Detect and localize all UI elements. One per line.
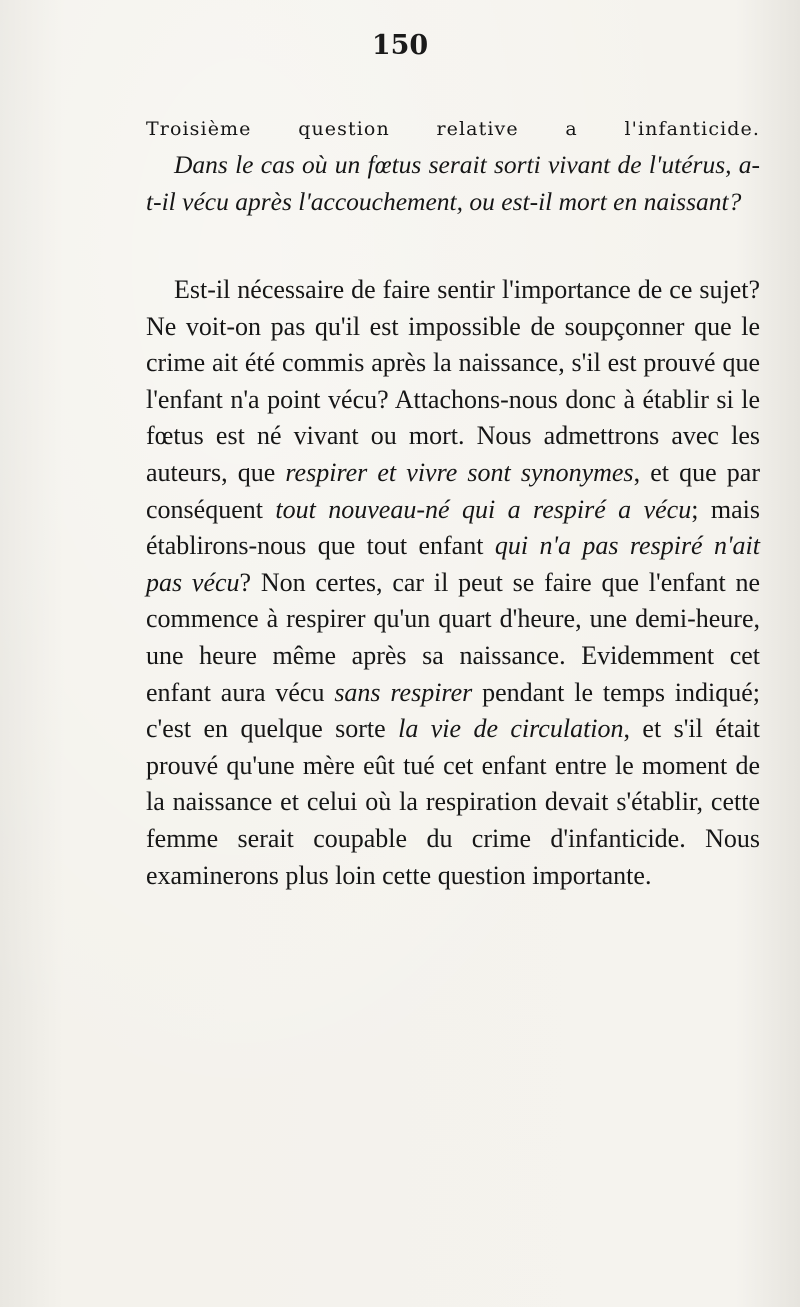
paragraph-italic-5: la vie de circulation bbox=[398, 714, 624, 744]
paragraph-part-3: ; mais établirons-nous que tout enfant bbox=[146, 494, 760, 561]
paragraph-italic-3: qui n'a pas respiré n'ait pas vécu bbox=[146, 531, 760, 597]
paragraph-part-2: , et que par conséquent bbox=[146, 457, 760, 524]
paragraph-part-5: pendant le temps indiqué; c'est en quelque sorte bbox=[146, 677, 761, 744]
page-text-block bbox=[146, 112, 760, 894]
paragraph-part-1: Est-il nécessaire de faire sentir l'importance de ce sujet? Ne voit-on pas qu'il est impossible de soupçonner que le crime ait été commis après la naissance, s'il est prouvé que l'enfant n'a point vécu? Attachons-nous donc à établir si le fœtus est né vivant ou mort. Nous admettrons avec les auteurs, que bbox=[146, 275, 760, 487]
page-number: 150 bbox=[371, 30, 429, 61]
question-sentence: Dans le cas où un fœtus serait sorti vivant de l'utérus, a-t-il vécu après l'accouchement, ou est-il mort en naissant? bbox=[146, 150, 760, 216]
paragraph-part-6: , et s'il était prouvé qu'une mère eût tué cet enfant entre le moment de la naissance et celui où la respiration devait s'établir, cette femme serait coupable du crime d'infanticide. Nous examinerons plus loin cette question importante. bbox=[146, 714, 760, 890]
paragraph-italic-1: respirer et vivre sont synonymes bbox=[285, 457, 634, 487]
section-heading-text: Troisième question relative a l'infanticide. bbox=[146, 118, 760, 140]
section-heading bbox=[146, 112, 760, 146]
question-text bbox=[146, 146, 760, 220]
paragraph-part-4: ? Non certes, car il peut se faire que l'enfant ne commence à respirer qu'un quart d'heure, une demi-heure, une heure même après sa naissance. Evidemment cet enfant aura vécu bbox=[146, 567, 760, 707]
body-paragraph bbox=[146, 272, 760, 894]
paragraph-italic-4: sans respirer bbox=[334, 677, 473, 707]
paragraph-italic-2: tout nouveau-né qui a respiré a vécu bbox=[275, 494, 692, 524]
